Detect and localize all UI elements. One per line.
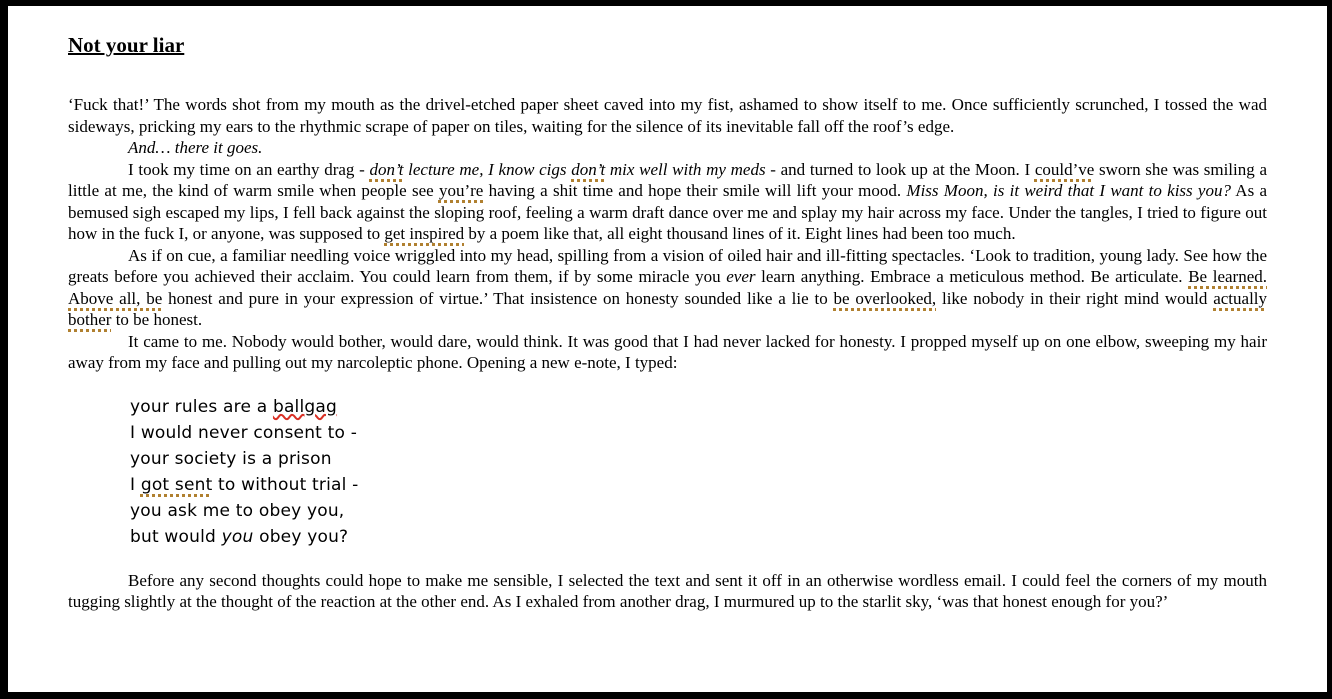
text-run: to be honest. (111, 310, 203, 329)
text-run: I would never consent to - (130, 422, 358, 443)
text-run: you (221, 526, 254, 547)
text-run: As if on cue, a familiar needling voice wriggled into my head, spilling from a vision of oiled hair and ill-fitting spectacles. ‘Look to tradition, young lady. See how the greats before you achieved their acclaim. You could learn from them, if by some miracle you (68, 245, 1267, 286)
text-run: you ask me to obey you, (130, 500, 345, 521)
grammar-marked-text: don’t (369, 159, 404, 179)
text-run: but would (130, 526, 222, 547)
text-run: I (130, 474, 141, 495)
text-run: Before any second thoughts could hope to make me sensible, I selected the text and sent it off in an otherwise wordless email. I could feel the corners of my mouth tugging slightly at the thought of the reaction at the other end. As I exhaled from another drag, I murmured up to the starlit sky, ‘was that honest enough for you?’ (68, 570, 1267, 611)
text-run: - and turned to look up at the Moon. I (765, 159, 1035, 179)
text-run: honest and pure in your expression of virtue.’ That insistence on honesty sounded like a lie to (162, 288, 834, 308)
grammar-marked-text: don’t (571, 159, 606, 179)
paragraph (68, 159, 1267, 245)
text-run: As a bemused sigh escaped my lips, I fell back against the sloping roof, feeling a warm draft dance over me and splay my hair across my face. Under the tangles, I tried to figure out how in the fuck I, or anyone, was supposed to (68, 181, 1268, 243)
text-run: learn anything. Embrace a meticulous method. Be articulate. (755, 267, 1189, 286)
text-run: I took my time on an earthy drag - (128, 159, 370, 179)
blank-line (68, 374, 1267, 394)
text-run: lecture me, I know cigs (403, 159, 572, 179)
text-run: your society is a prison (130, 448, 332, 469)
text-run: to without trial - (212, 474, 359, 495)
text-run: ‘Fuck that!’ The words shot from my mouth as the drivel-etched paper sheet caved into my fist, ashamed to show itself to me. Once sufficiently scrunched, I tossed the wad sideways, pricking my ears to the rhythmic scrape of paper on tiles, waiting for the silence of its inevitable fall off the roof’s edge. (68, 95, 1267, 136)
text-run: obey you? (253, 526, 349, 547)
grammar-marked-text: get inspired (384, 224, 465, 243)
text-run: your rules are a (130, 396, 273, 417)
document-title: Not your liar (68, 33, 185, 57)
text-run: mix well with my meds (605, 159, 766, 179)
paragraph (68, 570, 1267, 613)
text-run: It came to me. Nobody would bother, would dare, would think. It was good that I had never lacked for honesty. I propped myself up on one elbow, sweeping my hair away from my face and pulling out my narcoleptic phone. Opening a new e-note, I typed: (68, 331, 1267, 372)
text-run: And… there it goes. (128, 138, 263, 157)
paragraph (68, 137, 1267, 159)
poem-line (130, 498, 1267, 524)
poem-line (130, 472, 1267, 498)
text-run: ever (726, 267, 756, 286)
paragraph (68, 245, 1267, 331)
text-run: by a poem like that, all eight thousand lines of it. Eight lines had been too much. (464, 224, 1016, 243)
text-run: sworn she was smiling a little at me, the kind of warm smile when people see (68, 159, 1267, 200)
poem-line (130, 394, 1267, 420)
grammar-marked-text: Above all, be (68, 288, 163, 308)
text-run: like nobody in their right mind would (936, 288, 1214, 308)
grammar-marked-text: got sent (140, 474, 213, 495)
text-run: having a shit time and hope their smile will lift your mood. (483, 181, 907, 200)
text-run: Miss Moon, is it weird that I want to kiss you? (906, 181, 1231, 200)
poem-line (130, 524, 1267, 550)
grammar-marked-text: Be learned. (1188, 267, 1268, 286)
grammar-marked-text: could’ve (1034, 159, 1095, 179)
poem-line (130, 420, 1267, 446)
document-body (68, 94, 1267, 613)
grammar-marked-text: actually bother (68, 288, 1268, 329)
grammar-marked-text: be overlooked, (833, 288, 937, 308)
paragraph (68, 331, 1267, 374)
poem-line (130, 446, 1267, 472)
paragraph (68, 94, 1267, 137)
grammar-marked-text: you’re (438, 181, 484, 200)
spell-marked-text: ballgag (272, 396, 338, 417)
blank-line (68, 550, 1267, 570)
